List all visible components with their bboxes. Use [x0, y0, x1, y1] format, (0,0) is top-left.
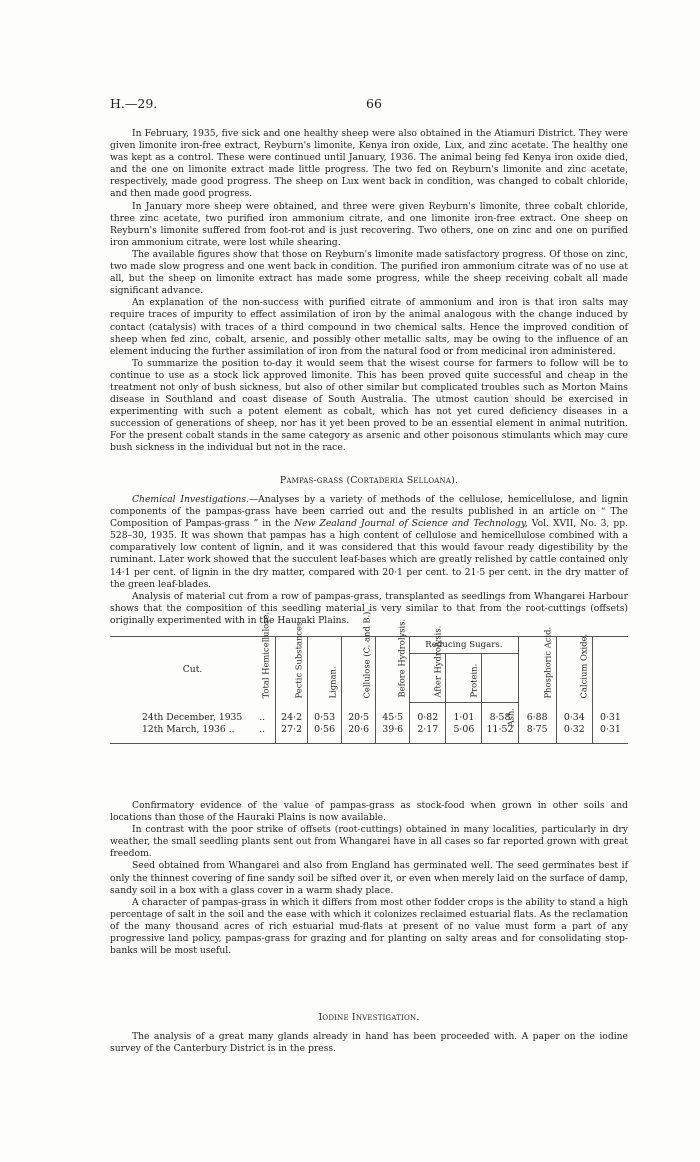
col-header-phosphoric: Phosphoric Acid. — [556, 637, 592, 703]
cut-cell: 24th December, 1935 .. — [142, 712, 266, 723]
after-cell: 5·06 — [446, 724, 482, 744]
paragraph: An explanation of the non-success with purified citrate of ammonium and iron is that iron salts may require traces of impurity to effect assimilation of iron by the animal analogous with the change induced by contact (catalysis) with traces of a third compound in two chemical salts. Hence the improved condition of sheep when fed zinc, cobalt, arsenic, and possibly other metallic salts, may be owing to the influence of an element inducing the further assimilation of iron from the natural food or from medicinal iron administered. — [110, 297, 628, 357]
paragraph: Analysis of material cut from a row of pampas-grass, transplanted as seedlings from Whangarei Harbour shows that the composition of this seedling material is very similar to that from the root-cuttings (offsets) originally experimented with in the Hauraki Plains. — [110, 590, 628, 626]
col-header-ash: Ash. — [518, 637, 556, 703]
col-header-pectic: Pectic Substances. — [308, 637, 342, 703]
protein-cell: 11·52 — [482, 724, 518, 744]
ash-cell: 6·88 — [518, 711, 556, 724]
report-code: H.—29. — [110, 96, 158, 111]
before-cell: 0·82 — [410, 711, 446, 724]
paragraph: A character of pampas-grass in which it differs from most other fodder crops is the ability to stand a high percentage of salt in the soil and the ease with which it colonizes reclaimed estuarial flats. As the reclamation of the many thousand acres of rich estuarial mud-flats at present of no value must form a part of any progressive land policy, pampas-grass for grazing and for planting on salty areas and for consolidating stop-banks will be most useful. — [110, 896, 628, 957]
col-header-lignan: Lignan. — [342, 637, 376, 703]
ash-cell: 8·75 — [518, 724, 556, 744]
col-header-before: Before Hydrolysis. — [410, 654, 446, 703]
pectic-cell: 0·56 — [308, 724, 342, 744]
col-header-cellulose: Cellulose (C. and B.). — [376, 637, 410, 703]
calcium-cell: 0·31 — [592, 711, 628, 724]
paragraph: Confirmatory evidence of the value of pampas-grass as stock-food when grown in other soils and locations than those of the Hauraki Plains is now available. — [110, 800, 628, 824]
lignan-cell: 20·6 — [342, 724, 376, 744]
journal-title: New Zealand Journal of Science and Technology, — [294, 518, 528, 530]
pectic-cell: 0·53 — [308, 711, 342, 724]
calcium-cell: 0·31 — [592, 724, 628, 744]
paragraph-text: Vol. XVII, No. 3, pp. 528–30, 1935. It was shown that pampas has a high content of cellulose and hemicellulose combined with a comparatively low content of lignin, and it was considered that this would favour ready digestibility by the ruminant. Later work showed that the succulent leaf-bases which are greatly relished by cattle contained only 14·1 per cent. of lignin in the dry matter, compared with 20·1 per cent. to 21·5 per cent. in the dry matter of the green leaf-blades. — [110, 518, 628, 590]
paragraph: To summarize the position to-day it would seem that the wisest course for farmers to follow will be to continue to use as a stock lick approved limonite. This has been proved quite successful and cheap in the treatment not only of bush sickness, but also of other similar but complicated troubles such as Morton Mains disease in Southland and coast disease of South Australia. The utmost caution should be exercised in experimenting with such a potent element as cobalt, which has not yet cured deficiency diseases in a succession of generations of sheep, nor has it yet been proved to be an essential element in animal nutrition. For the present cobalt stands in the same category as arsenic and other poisonous stimulants which may cure bush sickness in the individual but not in the race. — [110, 357, 628, 454]
pampas-section — [110, 494, 628, 627]
col-header-hemicellulose: Total Hemicellulose. — [276, 637, 308, 703]
sheep-trials-section — [110, 128, 628, 455]
col-header-protein: Protein. — [482, 654, 518, 703]
phosphoric-cell: 0·32 — [556, 724, 592, 744]
phosphoric-cell: 0·34 — [556, 711, 592, 724]
pampas-evidence-section — [110, 800, 628, 957]
paragraph: In January more sheep were obtained, and three were given Reyburn's limonite, three cobalt chloride, three zinc acetate, two purified iron ammonium citrate, and one limonite iron-free extract. One sheep on Reyburn's limonite suffered from foot-rot and is just recovering. Two others, one on zinc and one on purified iron ammonium citrate, were lost while shearing. — [110, 200, 628, 248]
cellulose-cell: 39·6 — [376, 724, 410, 744]
paragraph-text: —Analyses by a variety of methods of the cellulose, hemicellulose, and lignin components of the pampas-grass have been carried out and the results published in an article on “ The Composition of Pampas-grass ” in the — [110, 494, 628, 530]
paragraph: Seed obtained from Whangarei and also from England has germinated well. The seed germinates best if only the thinnest covering of fine sandy soil be sifted over it, or even when merely laid on the surface of damp, sandy soil in a box with a glass cover in a warm shady place. — [110, 860, 628, 896]
paragraph: In February, 1935, five sick and one healthy sheep were also obtained in the Atiamuri District. They were given limonite iron-free extract, Reyburn's limonite, Kenya iron oxide, Lux, and zinc acetate. The healthy one was kept as a control. These were continued until January, 1936. The animal being fed Kenya iron oxide died, and the one on limonite extract made little progress. The two fed on Reyburn's limonite and zinc acetate, respectively, made good progress. The sheep on Lux went back in condition, was changed to cobalt chloride, and then made good progress. — [110, 128, 628, 200]
cellulose-cell: 45·5 — [376, 711, 410, 724]
page-number: 66 — [366, 96, 382, 111]
after-cell: 1·01 — [446, 711, 482, 724]
pampas-heading-main: Pampas-grass — [279, 475, 344, 486]
iodine-heading: Iodine Investigation. — [318, 1012, 420, 1023]
paragraph: The analysis of a great many glands already in hand has been proceeded with. A paper on the iodine survey of the Canterbury District is in the press. — [110, 1031, 628, 1055]
col-header-cut: Cut. — [110, 637, 276, 703]
table-row — [110, 711, 628, 724]
pampas-heading-sub: (Cortaderia Selloana). — [346, 475, 459, 486]
col-group-reducing-sugars: Reducing Sugars. — [410, 637, 518, 654]
pampas-heading — [110, 475, 628, 486]
before-cell: 2·17 — [410, 724, 446, 744]
paragraph: The available figures show that those on Reyburn's limonite made satisfactory progress. Of those on zinc, two made slow progress and one went back in condition. The purified iron ammonium citrate was of no use at all, but the sheep on limonite extract has made some progress, while the sheep receiving cobalt all made significant advance. — [110, 248, 628, 297]
cut-cell: 12th March, 1936 .. .. — [110, 724, 276, 744]
chemical-investigations-label: Chemical Investigations. — [132, 494, 249, 505]
lignan-cell: 20·5 — [342, 711, 376, 724]
table-spacer — [110, 703, 628, 712]
paragraph: In contrast with the poor strike of offsets (root-cuttings) obtained in many localities, particularly in dry weather, the small seedling plants sent out from Whangarei have in all cases so far reported grown with great freedom. — [110, 824, 628, 860]
iodine-section — [110, 1031, 628, 1055]
col-header-after: After Hydrolysis. — [446, 654, 482, 703]
table-row — [110, 724, 628, 744]
hemicellulose-cell: 24·2 — [276, 711, 308, 724]
hemicellulose-cell: 27·2 — [276, 724, 308, 744]
col-header-calcium: Calcium Oxide. — [592, 637, 628, 703]
paragraph — [110, 494, 628, 591]
protein-cell: 8·58 — [482, 711, 518, 724]
